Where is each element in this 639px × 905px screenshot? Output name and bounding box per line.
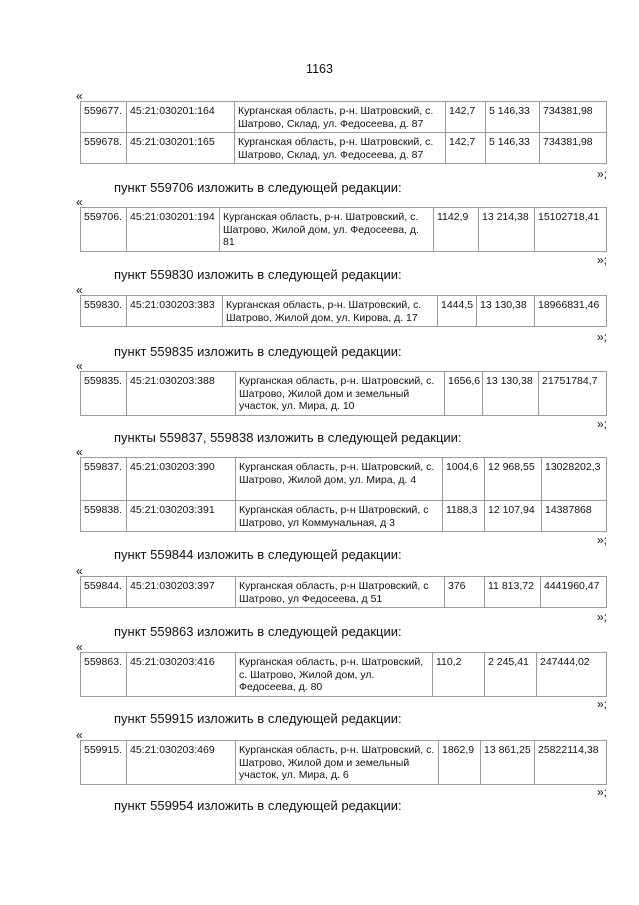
amendment-heading: пункт 559915 изложить в следующей редакции: [114, 711, 402, 726]
cadastral-value: 734381,98 [540, 133, 607, 164]
unit-value: 12 968,55 [485, 458, 542, 501]
cadastral-number: 45:21:030203:388 [127, 372, 236, 416]
registry-table [80, 576, 607, 608]
close-quote: »; [596, 330, 607, 344]
table-row [81, 102, 607, 133]
cadastral-number: 45:21:030203:469 [127, 741, 236, 785]
area: 1142,9 [434, 208, 479, 252]
unit-value: 13 861,25 [481, 741, 535, 785]
registry-table [80, 740, 607, 785]
amendment-heading: пункт 559706 изложить в следующей редакции: [114, 180, 402, 195]
address: Курганская область, р-н Шатровский, с Шатрово, ул Федосеева, д 51 [236, 577, 445, 608]
amendment-heading: пункт 559954 изложить в следующей редакции: [114, 798, 402, 813]
row-number: 559844. [81, 577, 127, 608]
amendment-heading: пункт 559835 изложить в следующей редакции: [114, 344, 402, 359]
table-row [81, 577, 607, 608]
table-row [81, 372, 607, 416]
amendment-heading: пункт 559863 изложить в следующей редакции: [114, 624, 402, 639]
close-quote: »; [596, 253, 607, 267]
close-quote: »; [596, 785, 607, 799]
row-number: 559837. [81, 458, 127, 501]
cadastral-number: 45:21:030203:397 [127, 577, 236, 608]
area: 142,7 [446, 102, 486, 133]
amendment-heading: пункты 559837, 559838 изложить в следующей редакции: [114, 430, 462, 445]
close-quote: »; [596, 533, 607, 547]
row-number: 559838. [81, 501, 127, 532]
cadastral-value: 734381,98 [540, 102, 607, 133]
amendment-heading: пункт 559844 изложить в следующей редакции: [114, 547, 402, 562]
cadastral-value: 13028202,3 [542, 458, 607, 501]
address: Курганская область, р-н. Шатровский, с. Шатрово, Склад, ул. Федосеева, д. 87 [235, 133, 446, 164]
registry-table [80, 295, 607, 327]
table-row [81, 653, 607, 697]
cadastral-value: 25822114,38 [535, 741, 607, 785]
open-quote: « [76, 640, 83, 654]
area: 142,7 [446, 133, 486, 164]
page-number: 1163 [306, 62, 333, 76]
open-quote: « [76, 445, 83, 459]
area: 1862,9 [439, 741, 481, 785]
open-quote: « [76, 283, 83, 297]
cadastral-number: 45:21:030201:164 [127, 102, 235, 133]
close-quote: »; [596, 697, 607, 711]
table-row [81, 501, 607, 532]
area: 376 [445, 577, 485, 608]
unit-value: 2 245,41 [485, 653, 537, 697]
address: Курганская область, р-н. Шатровский, с. Шатрово, Жилой дом, ул. Кирова, д. 17 [223, 296, 438, 327]
row-number: 559835. [81, 372, 127, 416]
unit-value: 5 146,33 [486, 102, 540, 133]
cadastral-value: 18966831,46 [535, 296, 607, 327]
open-quote: « [76, 89, 83, 103]
registry-table [80, 457, 607, 532]
close-quote: »; [596, 610, 607, 624]
cadastral-value: 4441960,47 [541, 577, 607, 608]
cadastral-number: 45:21:030203:391 [127, 501, 236, 532]
unit-value: 5 146,33 [486, 133, 540, 164]
cadastral-number: 45:21:030203:383 [127, 296, 223, 327]
address: Курганская область, р-н. Шатровский, с. Шатрово, Жилой дом, ул. Федосеева, д. 80 [236, 653, 433, 697]
address: Курганская область, р-н Шатровский, с Шатрово, ул Коммунальная, д 3 [236, 501, 443, 532]
cadastral-value: 15102718,41 [535, 208, 607, 252]
area: 1004,6 [443, 458, 485, 501]
registry-table [80, 371, 607, 416]
table-row [81, 741, 607, 785]
unit-value: 13 130,38 [477, 296, 535, 327]
open-quote: « [76, 564, 83, 578]
row-number: 559863. [81, 653, 127, 697]
table-row [81, 133, 607, 164]
open-quote: « [76, 359, 83, 373]
close-quote: »; [596, 167, 607, 181]
area: 1444,5 [438, 296, 477, 327]
table-row [81, 458, 607, 501]
cadastral-value: 247444,02 [537, 653, 607, 697]
open-quote: « [76, 195, 83, 209]
address: Курганская область, р-н. Шатровский, с. Шатрово, Склад, ул. Федосеева, д. 87 [235, 102, 446, 133]
area: 110,2 [433, 653, 485, 697]
registry-table [80, 101, 607, 164]
row-number: 559677. [81, 102, 127, 133]
unit-value: 13 214,38 [479, 208, 535, 252]
registry-table [80, 207, 607, 252]
address: Курганская область, р-н. Шатровский, с. Шатрово, Жилой дом, ул. Федосеева, д. 81 [220, 208, 434, 252]
cadastral-number: 45:21:030201:194 [127, 208, 220, 252]
unit-value: 12 107,94 [485, 501, 542, 532]
close-quote: »; [596, 417, 607, 431]
area: 1656,6 [445, 372, 483, 416]
open-quote: « [76, 728, 83, 742]
cadastral-number: 45:21:030203:390 [127, 458, 236, 501]
cadastral-number: 45:21:030201:165 [127, 133, 235, 164]
table-row [81, 296, 607, 327]
unit-value: 13 130,38 [483, 372, 539, 416]
unit-value: 11 813,72 [485, 577, 541, 608]
cadastral-number: 45:21:030203:416 [127, 653, 236, 697]
address: Курганская область, р-н. Шатровский, с. Шатрово, Жилой дом, ул. Мира, д. 4 [236, 458, 443, 501]
address: Курганская область, р-н. Шатровский, с. Шатрово, Жилой дом и земельный участок, ул. Мира, д. 6 [236, 741, 439, 785]
row-number: 559678. [81, 133, 127, 164]
row-number: 559915. [81, 741, 127, 785]
table-row [81, 208, 607, 252]
address: Курганская область, р-н. Шатровский, с. Шатрово, Жилой дом и земельный участок, ул. Мира, д. 10 [236, 372, 445, 416]
amendment-heading: пункт 559830 изложить в следующей редакции: [114, 267, 402, 282]
cadastral-value: 14387868 [542, 501, 607, 532]
row-number: 559706. [81, 208, 127, 252]
cadastral-value: 21751784,7 [539, 372, 607, 416]
row-number: 559830. [81, 296, 127, 327]
registry-table [80, 652, 607, 697]
area: 1188,3 [443, 501, 485, 532]
